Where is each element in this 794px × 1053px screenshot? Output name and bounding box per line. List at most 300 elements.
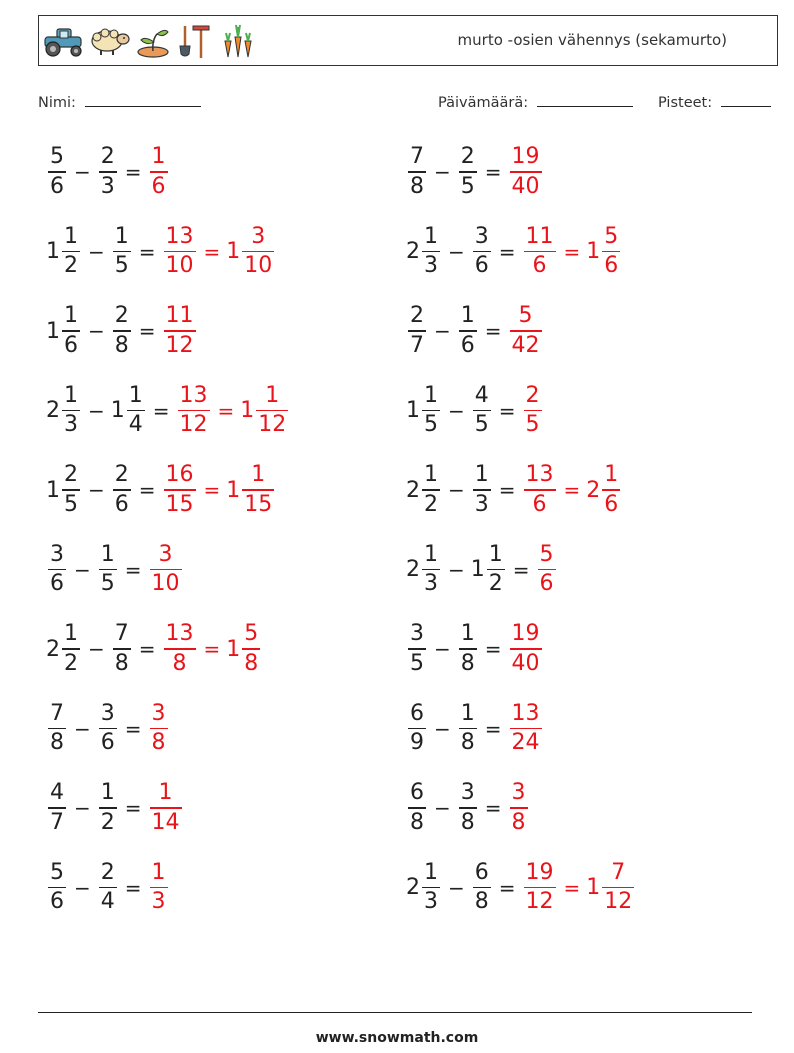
date-field: [438, 92, 633, 111]
numerator: 1: [64, 382, 78, 408]
denominator: 8: [410, 809, 424, 835]
answer-equals-sign: =: [217, 398, 235, 423]
fraction-bar: [510, 171, 542, 173]
numerator: 1: [424, 462, 438, 488]
minuend: [46, 223, 82, 279]
whole-number: 2: [406, 239, 420, 264]
score-field: [658, 92, 771, 111]
answer-equals-sign: =: [203, 239, 221, 264]
numerator: 1: [488, 541, 503, 567]
denominator: 3: [424, 571, 438, 597]
denominator: 2: [424, 491, 438, 517]
denominator: 3: [100, 173, 115, 199]
fraction-bar: [150, 171, 168, 173]
denominator: 40: [511, 650, 540, 676]
fraction: [62, 464, 80, 516]
numerator: 1: [64, 223, 78, 249]
whole-number: 2: [586, 477, 601, 503]
answer: [508, 305, 544, 357]
fraction-bar: [99, 171, 117, 173]
fraction-bar: [473, 251, 491, 253]
problem-17: [46, 778, 184, 838]
denominator: 6: [114, 491, 129, 517]
fraction-bar: [524, 887, 556, 889]
minuend: [46, 859, 68, 915]
numerator: 3: [151, 700, 166, 726]
numerator: 1: [128, 382, 143, 408]
denominator: 2: [64, 253, 78, 279]
subtrahend: [111, 305, 133, 357]
minus-sign: −: [88, 239, 105, 264]
denominator: 15: [165, 491, 194, 517]
answer: [508, 623, 544, 675]
numerator: 2: [64, 462, 78, 488]
problem-3: [46, 222, 276, 282]
subtrahend: [471, 382, 493, 438]
numerator: 1: [64, 303, 78, 329]
denominator: 5: [525, 412, 540, 438]
minuend: [406, 464, 442, 516]
answer-fraction: [150, 146, 168, 198]
fraction: [48, 700, 66, 756]
answer: [522, 223, 623, 279]
subtrahend: [457, 305, 479, 357]
numerator: 1: [151, 144, 166, 170]
numerator: 11: [165, 303, 194, 329]
answer: [162, 223, 277, 279]
sheep-icon: [89, 25, 131, 57]
fraction: [473, 859, 491, 915]
numerator: 1: [460, 621, 475, 647]
fraction: [62, 223, 80, 279]
denominator: 12: [179, 412, 208, 438]
numerator: 5: [50, 859, 64, 885]
minus-sign: −: [74, 875, 91, 900]
denominator: 8: [474, 889, 489, 915]
fraction: [99, 146, 117, 198]
numerator: 1: [424, 382, 438, 408]
denominator: 10: [244, 253, 273, 279]
denominator: 12: [525, 889, 554, 915]
fraction: [99, 859, 117, 915]
answer-equals-sign: =: [203, 478, 221, 502]
denominator: 2: [64, 650, 78, 676]
denominator: 5: [424, 412, 438, 438]
whole-number: 2: [406, 875, 420, 900]
denominator: 8: [460, 809, 475, 835]
tractor-icon: [43, 25, 85, 57]
numerator: 1: [114, 223, 129, 249]
equals-sign: =: [484, 160, 502, 184]
denominator: 8: [114, 650, 129, 676]
minus-sign: −: [74, 160, 91, 184]
numerator: 1: [158, 780, 173, 806]
equals-sign: =: [138, 478, 156, 502]
fraction-bar: [164, 330, 196, 332]
numerator: 1: [251, 462, 266, 488]
answer-mixed-fraction: [242, 623, 260, 675]
denominator: 7: [410, 332, 424, 358]
numerator: 16: [165, 462, 194, 488]
fraction-bar: [48, 171, 66, 173]
fraction-bar: [408, 648, 426, 650]
fraction-bar: [524, 410, 542, 412]
fraction-bar: [459, 807, 477, 809]
numerator: 5: [518, 303, 533, 329]
denominator: 3: [64, 412, 78, 438]
minus-sign: −: [74, 796, 91, 820]
minus-sign: −: [434, 160, 451, 184]
fraction-bar: [62, 410, 80, 412]
denominator: 4: [100, 889, 115, 915]
name-field: [38, 92, 201, 111]
fraction-bar: [408, 807, 426, 809]
numerator: 3: [511, 780, 526, 806]
denominator: 14: [151, 809, 180, 835]
numerator: 1: [424, 223, 438, 249]
answer: [508, 782, 530, 834]
denominator: 10: [151, 571, 180, 597]
problem-11: [46, 540, 184, 600]
denominator: 12: [165, 332, 194, 358]
answer-equals-sign: =: [563, 478, 581, 502]
fraction-bar: [99, 728, 117, 730]
numerator: 1: [151, 859, 166, 885]
numerator: 5: [50, 144, 64, 170]
equals-sign: =: [498, 478, 516, 502]
fraction: [422, 223, 440, 279]
fraction-bar: [113, 489, 131, 491]
numerator: 7: [114, 621, 129, 647]
equals-sign: =: [512, 557, 530, 582]
numerator: 2: [525, 382, 540, 408]
denominator: 3: [424, 889, 438, 915]
numerator: 13: [511, 700, 540, 726]
fraction-bar: [242, 489, 274, 491]
answer-fraction: [164, 223, 196, 279]
answer-fraction: [538, 541, 556, 597]
problem-1: [46, 142, 170, 202]
answer-fraction: [150, 541, 182, 597]
fraction-bar: [487, 569, 505, 571]
fraction: [459, 305, 477, 357]
fraction-bar: [459, 171, 477, 173]
answer-mixed-fraction: [256, 382, 288, 438]
minuend: [406, 223, 442, 279]
numerator: 13: [525, 462, 554, 488]
fraction: [422, 541, 440, 597]
numerator: 13: [165, 223, 194, 249]
fraction: [99, 541, 117, 597]
whole-number: 1: [226, 239, 241, 264]
fraction-bar: [99, 807, 117, 809]
fraction: [459, 782, 477, 834]
equals-sign: =: [484, 716, 502, 741]
equals-sign: =: [484, 319, 502, 343]
answer: [508, 146, 544, 198]
whole-number: 1: [470, 557, 485, 582]
denominator: 8: [511, 809, 526, 835]
fraction: [408, 782, 426, 834]
fraction-bar: [48, 887, 66, 889]
fraction: [459, 700, 477, 756]
subtrahend: [111, 623, 133, 675]
problem-19: [46, 858, 170, 918]
fraction: [487, 541, 505, 597]
numerator: 2: [114, 462, 129, 488]
fraction-bar: [602, 489, 620, 491]
answer-mixed-fraction: [242, 223, 274, 279]
equals-sign: =: [124, 160, 142, 184]
minus-sign: −: [88, 398, 105, 423]
fraction-bar: [473, 887, 491, 889]
problem-14: [406, 619, 544, 679]
fraction: [127, 382, 145, 438]
sprout-icon: [135, 24, 171, 58]
fraction: [113, 223, 131, 279]
subtrahend: [457, 700, 479, 756]
carrots-icon: [217, 21, 259, 61]
numerator: 2: [410, 303, 424, 329]
numerator: 19: [511, 621, 540, 647]
minuend: [46, 623, 82, 675]
problem-13: [46, 619, 262, 679]
fraction: [422, 382, 440, 438]
answer: [522, 464, 623, 516]
numerator: 13: [179, 382, 208, 408]
fraction: [48, 859, 66, 915]
denominator: 2: [100, 809, 115, 835]
whole-number: 2: [406, 557, 420, 582]
answer-fraction: [164, 305, 196, 357]
whole-number: 1: [110, 398, 125, 423]
minuend: [46, 464, 82, 516]
numerator: 1: [460, 303, 475, 329]
problem-2: [406, 142, 544, 202]
fraction-bar: [164, 648, 196, 650]
subtrahend: [471, 223, 493, 279]
denominator: 7: [50, 809, 64, 835]
header-icons: [43, 21, 259, 61]
whole-number: 1: [46, 477, 60, 503]
answer-mixed-fraction: [602, 859, 634, 915]
numerator: 1: [100, 541, 115, 567]
denominator: 6: [604, 491, 619, 517]
denominator: 6: [460, 332, 475, 358]
equals-sign: =: [124, 557, 142, 582]
fraction-bar: [62, 251, 80, 253]
whole-number: 1: [406, 398, 420, 423]
minuend: [406, 541, 442, 597]
denominator: 12: [258, 412, 287, 438]
denominator: 6: [50, 173, 64, 199]
minus-sign: −: [448, 875, 465, 900]
score-blank[interactable]: [721, 92, 771, 107]
subtrahend: [111, 464, 133, 516]
whole-number: 2: [46, 398, 60, 423]
fraction-bar: [422, 489, 440, 491]
fraction: [473, 223, 491, 279]
answer-fraction: [524, 859, 556, 915]
footer-divider: [38, 1012, 752, 1013]
fraction-bar: [113, 648, 131, 650]
answer: [522, 382, 544, 438]
numerator: 1: [474, 462, 489, 488]
minuend: [46, 146, 68, 198]
minuend: [406, 305, 428, 357]
fraction-bar: [113, 251, 131, 253]
answer-fraction: [524, 382, 542, 438]
worksheet-title: murto -osien vähennys (sekamurto): [457, 31, 727, 49]
fraction-bar: [510, 728, 542, 730]
numerator: 3: [100, 700, 115, 726]
denominator: 6: [532, 491, 547, 517]
equals-sign: =: [498, 398, 516, 423]
fraction: [62, 305, 80, 357]
numerator: 2: [100, 144, 115, 170]
minuend: [406, 146, 428, 198]
fraction: [113, 623, 131, 675]
minuend: [46, 382, 82, 438]
answer-equals-sign: =: [563, 239, 581, 264]
numerator: 1: [604, 462, 619, 488]
denominator: 42: [511, 332, 540, 358]
fraction-bar: [473, 489, 491, 491]
name-blank[interactable]: [85, 92, 201, 107]
denominator: 6: [50, 571, 64, 597]
equals-sign: =: [484, 637, 502, 661]
denominator: 8: [114, 332, 129, 358]
answer-fraction: [510, 700, 542, 756]
numerator: 7: [410, 144, 424, 170]
fraction-bar: [422, 569, 440, 571]
whole-number: 1: [586, 875, 601, 900]
numerator: 3: [410, 621, 424, 647]
minus-sign: −: [88, 319, 105, 343]
minuend: [406, 782, 428, 834]
minus-sign: −: [74, 557, 91, 582]
numerator: 6: [410, 780, 424, 806]
denominator: 10: [165, 253, 194, 279]
answer-fraction: [510, 146, 542, 198]
numerator: 3: [474, 223, 489, 249]
fraction: [408, 623, 426, 675]
minuend: [406, 382, 442, 438]
fraction-bar: [422, 887, 440, 889]
numerator: 6: [410, 700, 424, 726]
fraction-bar: [99, 887, 117, 889]
problem-5: [46, 301, 198, 361]
numerator: 19: [511, 144, 540, 170]
answer: [148, 541, 184, 597]
numerator: 6: [474, 859, 489, 885]
fraction-bar: [408, 171, 426, 173]
fraction-bar: [422, 410, 440, 412]
numerator: 11: [525, 223, 554, 249]
subtrahend: [111, 223, 133, 279]
denominator: 5: [64, 491, 78, 517]
fraction: [113, 464, 131, 516]
fraction: [408, 305, 426, 357]
denominator: 6: [539, 571, 554, 597]
subtrahend: [457, 623, 479, 675]
answer-fraction: [150, 782, 182, 834]
equals-sign: =: [138, 239, 156, 264]
subtrahend: [457, 782, 479, 834]
answer-fraction: [524, 464, 556, 516]
fraction-bar: [510, 330, 542, 332]
fraction: [473, 382, 491, 438]
minus-sign: −: [434, 637, 451, 661]
fraction: [48, 146, 66, 198]
answer-mixed-fraction: [602, 223, 620, 279]
fraction-bar: [113, 330, 131, 332]
fraction: [113, 305, 131, 357]
answer: [522, 859, 637, 915]
denominator: 5: [114, 253, 129, 279]
numerator: 1: [64, 621, 78, 647]
numerator: 2: [460, 144, 475, 170]
fraction-bar: [164, 489, 196, 491]
fraction-bar: [524, 489, 556, 491]
equals-sign: =: [498, 875, 516, 900]
numerator: 3: [50, 541, 64, 567]
minuend: [406, 859, 442, 915]
numerator: 3: [460, 780, 475, 806]
answer: [162, 305, 198, 357]
minuend: [406, 700, 428, 756]
name-label: Nimi:: [38, 95, 76, 111]
denominator: 3: [151, 889, 166, 915]
answer: [148, 700, 170, 756]
subtrahend: [457, 146, 479, 198]
answer-mixed-fraction: [242, 464, 274, 516]
denominator: 3: [474, 491, 489, 517]
whole-number: 2: [406, 477, 420, 503]
answer-fraction: [178, 382, 210, 438]
footer-url: www.snowmath.com: [315, 1030, 479, 1046]
equals-sign: =: [484, 796, 502, 820]
denominator: 8: [172, 650, 187, 676]
fraction-bar: [459, 728, 477, 730]
numerator: 3: [251, 223, 266, 249]
fraction: [459, 146, 477, 198]
date-blank[interactable]: [537, 92, 633, 107]
equals-sign: =: [124, 716, 142, 741]
numerator: 1: [100, 780, 115, 806]
fraction-bar: [459, 648, 477, 650]
fraction-bar: [422, 251, 440, 253]
minus-sign: −: [448, 398, 465, 423]
subtrahend: [470, 541, 507, 597]
fraction: [422, 464, 440, 516]
numerator: 5: [244, 621, 259, 647]
fraction-bar: [178, 410, 210, 412]
fraction-bar: [242, 648, 260, 650]
denominator: 6: [100, 730, 115, 756]
equals-sign: =: [124, 875, 142, 900]
problem-6: [406, 301, 544, 361]
numerator: 2: [100, 859, 115, 885]
subtrahend: [97, 146, 119, 198]
problem-18: [406, 778, 530, 838]
problem-12: [406, 540, 558, 600]
denominator: 6: [50, 889, 64, 915]
fraction-bar: [473, 410, 491, 412]
fraction-bar: [48, 807, 66, 809]
denominator: 5: [474, 412, 489, 438]
denominator: 6: [151, 173, 166, 199]
